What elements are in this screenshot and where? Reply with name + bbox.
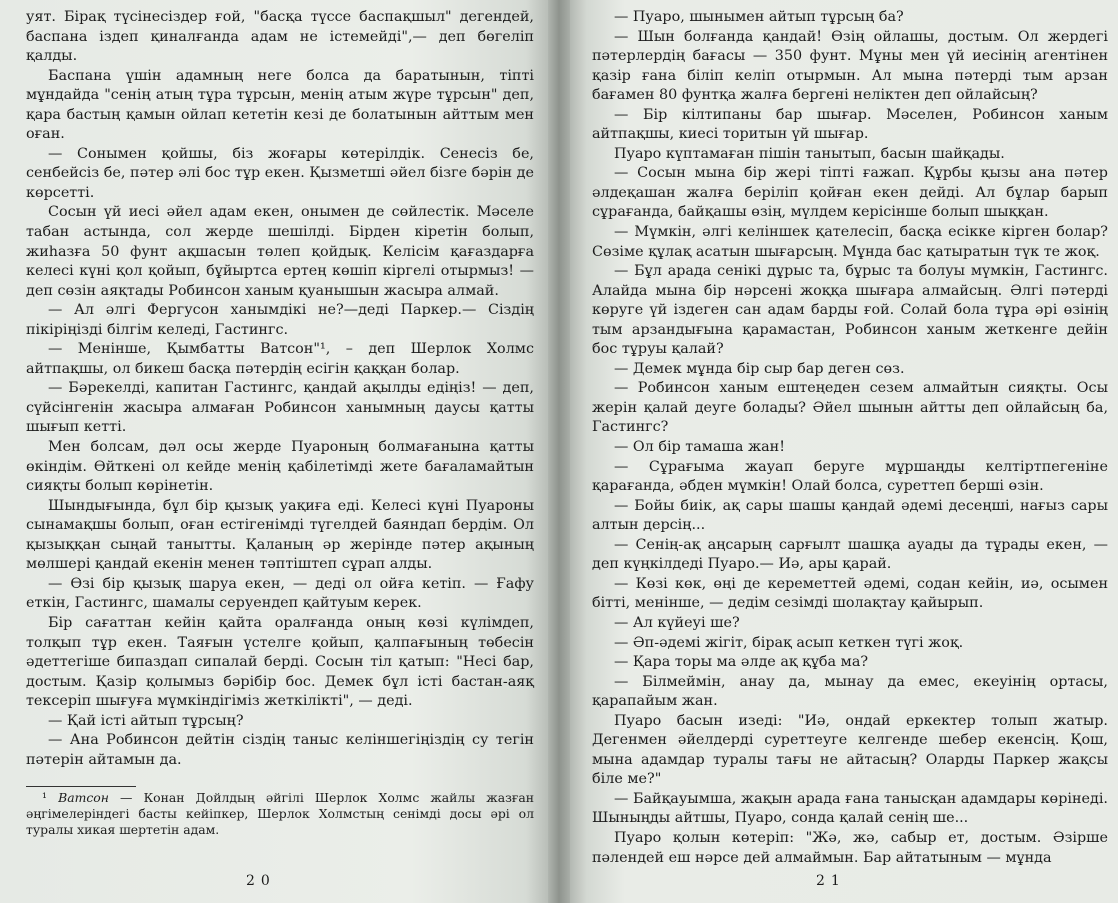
- paragraph: Пуаро күптамаған пішін танытып, басын шайқады.: [614, 145, 1005, 162]
- page-number: 21: [816, 873, 846, 889]
- right-page: [570, 0, 1118, 903]
- paragraph: — Менінше, Қымбатты Ватсон"¹, – деп Шерлок Холмс айтпақшы, ол бикеш басқа пәтердің есігін қаққан болар.: [26, 341, 534, 377]
- paragraph: — Бәрекелді, капитан Гастингс, қандай ақылды едіңіз! — деп, сүйсінгенін жасыра алмаған Робинсон ханымның даусы қатты шығып кетті.: [26, 380, 534, 436]
- paragraph: — Шын болғанда қандай! Өзің ойлашы, достым. Ол жердегі пәтерлердің бағасы — 350 фунт. Мұны мен үй иесінің агентінен қазір ғана біліп келіп отырмын. Ал мына пәтерді тым арзан бағамен 80 фунтқа жалға бергені неліктен деп ойлайсың?: [592, 28, 1108, 104]
- paragraph: Бір сағаттан кейін қайта оралғанда оның көзі күлімдеп, толқып тұр екен. Таяғын үстелге қойып, қалпағының төбесін әдеттегіше бипаздап сипалай берді. Сосын тіл қатып: "Несі бар, достым. Қазір қолымыз бәрібір бос. Демек бұл істі бастан-аяқ тексеріп шығуға мүмкіндігіміз жеткілікті", — деді.: [26, 614, 534, 710]
- paragraph: — Қай істі айтып тұрсың?: [48, 712, 244, 729]
- left-page: [0, 0, 548, 903]
- paragraph: Пуаро басын изеді: "Иә, ондай еркектер толып жатыр. Дегенмен әйелдерді суреттеуге келгенде шебер екенсің. Қош, мына адамдар туралы тағы не айтасың? Оларды Паркер жақсы біле ме?": [592, 712, 1108, 788]
- paragraph: — Сұрағыма жауап беруге мұршаңды келтіртпегеніне қарағанда, әбден мүмкін! Олай болса, суреттеп берші өзін.: [592, 458, 1108, 495]
- paragraph: — Ал күйеуі ше?: [614, 614, 740, 631]
- paragraph: Пуаро қолын көтеріп: "Жә, жә, сабыр ет, достым. Әзірше пәлендей еш нәрсе дей алмаймын. Бар айтатыным — мұнда: [592, 829, 1108, 866]
- paragraph: — Білмеймін, анау да, мынау да емес, екеуінің ортасы, қарапайым жан.: [592, 673, 1108, 710]
- paragraph: — Өзі бір қызық шаруа екен, — деді ол ойға кетіп. — Ғафу еткін, Гастингс, шамалы серуендеп қайтуым керек.: [26, 575, 534, 612]
- paragraph: — Ол бір тамаша жан!: [614, 439, 786, 456]
- footnote-term: Ватсон: [58, 790, 109, 806]
- paragraph: — Бұл арада сенікі дұрыс та, бұрыс та болуы мүмкін, Гастингс. Алайда мына бір нәрсені жоққа шығара алмайсың. Әлгі пәтерді көруге үй іздеген сан адам барды ғой. Солай бола тұра әрі өзінің тым арзандығына қарамастан, Робинсон ханым жеткенге дейін бос тұруы қалай?: [592, 263, 1108, 358]
- paragraph: — Қара торы ма әлде ақ құба ма?: [614, 654, 869, 671]
- paragraph: Баспана үшін адамның неге болса да баратынын, тіпті мұндайда "сенің атың тұра тұрсын, менің атым жүре тұрсын" деп, қара бастың қамын ойлап кететін кезі де болатынын айттым мен оған.: [26, 67, 534, 143]
- paragraph: — Робинсон ханым ештеңеден сезем алмайтын сияқты. Осы жерін қалай деуге болады? Әйел шынын айтты деп ойлайсың ба, Гастингс?: [592, 380, 1108, 436]
- footnote-marker: ¹: [42, 790, 47, 806]
- page-number: 20: [246, 873, 276, 889]
- paragraph: — Сосын мына бір жері тіпті ғажап. Құрбы қызы ана пәтер әлдеқашан жалға беріліп қойған екен дейді. Ал бұлар барып сұрағанда, байқашы өзің, мүлдем керісінше болып шыққан.: [592, 165, 1108, 221]
- paragraph: — Сенің-ақ аңсарың сарғылт шашқа ауады да тұрады екен, — деп күңкілдеді Пуаро.— Иә, ары қарай.: [592, 536, 1108, 573]
- footnote-divider: [26, 786, 136, 787]
- book-gutter: [548, 0, 570, 903]
- paragraph: Мен болсам, дәл осы жерде Пуароның болмағанына қатты өкіндім. Өйткені ол кейде менің қабілетімді жете бағаламайтын сияқты болып көрінетін.: [26, 439, 534, 495]
- paragraph: — Сонымен қойшы, біз жоғары көтерілдік. Сенесіз бе, сенбейсіз бе, пәтер әлі бос тұр екен. Қызметші әйел бізге бәрін де көрсетті.: [26, 145, 534, 201]
- footnote-text: — Конан Дойлдың әйгілі Шерлок Холмс жайлы жазған әңгімелеріндегі басты кейіпкер, Шерлок Холмстың сенімді досы әрі ол туралы хикая шертетін адам.: [26, 790, 534, 838]
- footnote: [26, 790, 534, 838]
- paragraph: — Ал әлгі Фергусон ханымдікі не?—деді Паркер.— Сіздің пікіріңізді білгім келеді, Гастингс.: [26, 302, 534, 338]
- right-page-text: [592, 8, 1108, 868]
- paragraph: — Байқауымша, жақын арада ғана танысқан адамдары көрінеді. Шыныңды айтшы, Пуаро, сонда қалай сенің ше...: [592, 790, 1108, 827]
- paragraph: — Бір кілтипаны бар шығар. Мәселен, Робинсон ханым айтпақшы, киесі торитын үй шығар.: [592, 106, 1108, 143]
- paragraph: — Бойы биік, ақ сары шашы қандай әдемі десеңші, нағыз сары алтын дерсің...: [592, 497, 1108, 534]
- paragraph: — Мүмкін, әлгі келіншек қателесіп, басқа есікке кірген болар? Сөзіме құлақ асатын шығарсың. Мұнда бас қатыратын түк те жоқ.: [592, 224, 1108, 260]
- paragraph: — Көзі көк, өңі де кереметтей әдемі, содан кейін, иә, осымен бітті, менінше, — дедім сезімді шолақтау қайырып.: [592, 575, 1108, 612]
- left-page-text: [26, 8, 534, 770]
- paragraph: Шындығында, бұл бір қызық уақиға еді. Келесі күні Пуароны сынамақшы болып, оған естігенімді түгелдей баяндап бердім. Ол қызыққан сыңай танытты. Қаланың әр жерінде пәтер ақының мөлшері қандай екенін менен тәптіштеп сұрап алды.: [26, 497, 534, 573]
- paragraph: Сосын үй иесі әйел адам екен, онымен де сөйлестік. Мәселе табан астында, сол жерде шешілді. Бірден кіретін болып, жиһазға 50 фунт ақшасын төлеп қойдық. Келісім қағаздарға келесі күні қол қойып, бұйыртса ертең көшіп кіргелі отырмыз! — деп сөзін аяқтады Робинсон ханым қуанышын жасыра алмай.: [26, 204, 534, 299]
- paragraph: — Демек мұнда бір сыр бар деген сөз.: [614, 360, 905, 377]
- paragraph: — Пуаро, шынымен айтып тұрсың ба?: [614, 9, 904, 25]
- paragraph: — Әп-әдемі жігіт, бірақ асып кеткен түгі жоқ.: [614, 634, 964, 651]
- paragraph: уят. Бірақ түсінесіздер ғой, "басқа түссе баспақшыл" дегендей, баспана іздеп қиналғанда адам не істемейді",— деп бөгеліп қалды.: [26, 9, 534, 65]
- paragraph: — Ана Робинсон дейтін сіздің таныс келіншегіңіздің су тегін пәтерін айтамын да.: [26, 732, 534, 768]
